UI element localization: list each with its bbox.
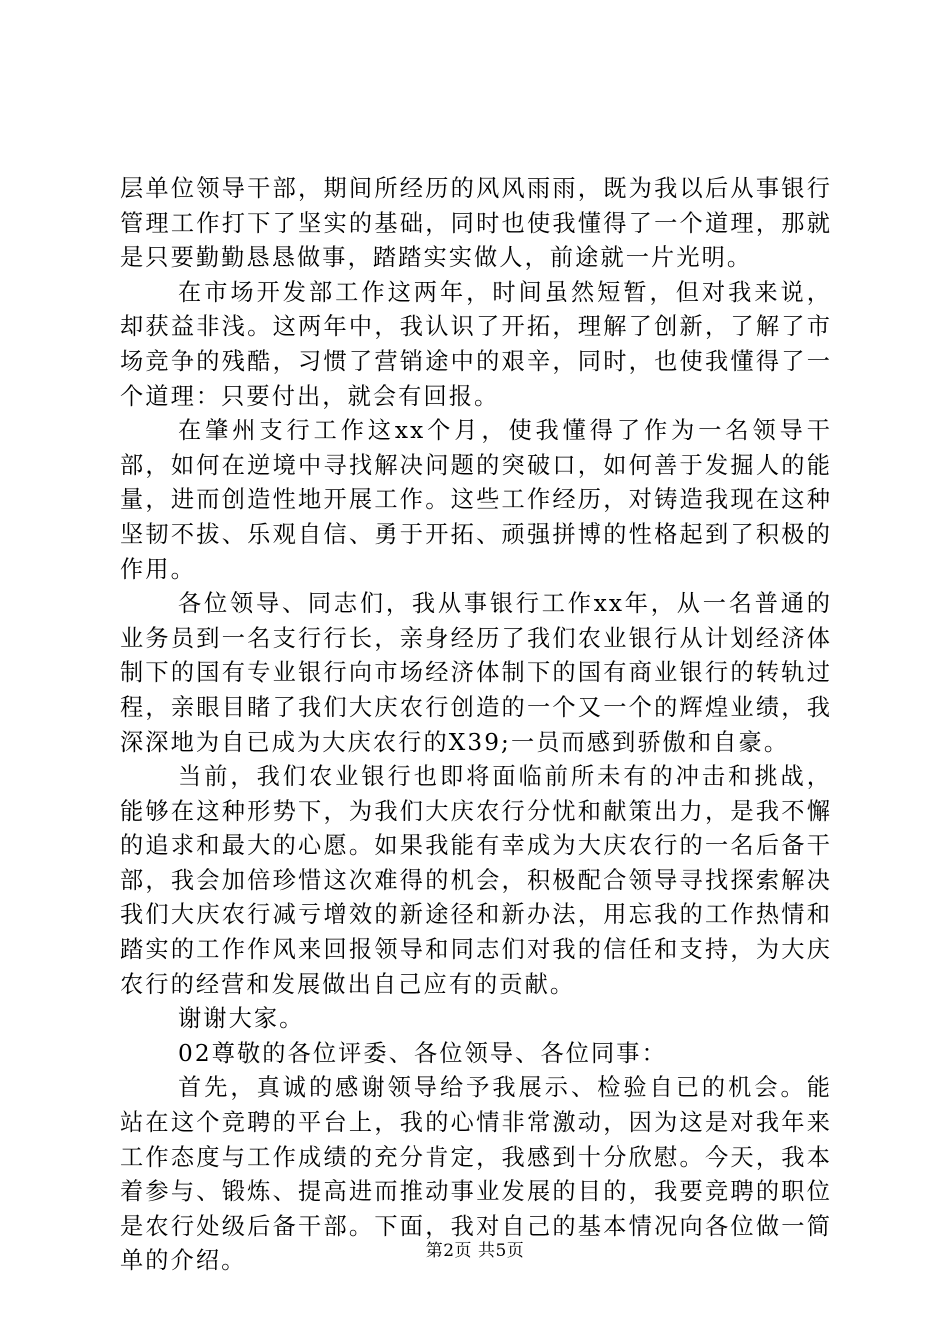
paragraph-current-challenges: 当前，我们农业银行也即将面临前所未有的冲击和挑战，能够在这种形势下，为我们大庆农行分忧和献策出力，是我不懈的追求和最大的心愿。如果我能有幸成为大庆农行的一名后备干部，我会加倍珍惜这次难得的机会，积极配合领导寻找探索解决我们大庆农行减亏增效的新途径和新办法，用忘我的工作热情和踏实的工作作风来回报领导和同志们对我的信任和支持，为大庆农行的经营和发展做出自己应有的贡献。 — [120, 763, 832, 998]
body-text — [120, 172, 832, 1279]
paragraph-banking-career: 各位领导、同志们，我从事银行工作xx年，从一名普通的业务员到一名支行行长，亲身经历了我们农业银行从计划经济体制下的国有专业银行向市场经济体制下的国有商业银行的转轨过程，亲眼目睹了我们大庆农行创造的一个又一个的辉煌业绩，我深深地为自已成为大庆农行的X39;一员而感到骄傲和自豪。 — [120, 590, 832, 756]
paragraph-thanks: 谢谢大家。 — [178, 1005, 305, 1033]
paragraph-salutation: 02尊敬的各位评委、各位领导、各位同事： — [178, 1039, 667, 1067]
paragraph-market-dept: 在市场开发部工作这两年，时间虽然短暂，但对我来说，却获益非浅。这两年中，我认识了开拓，理解了创新，了解了市场竞争的残酷，习惯了营销途中的艰辛，同时，也使我懂得了一个道理：只要付出，就会有回报。 — [120, 278, 832, 410]
paragraph-continued: 层单位领导干部，期间所经历的风风雨雨，既为我以后从事银行管理工作打下了坚实的基础，同时也使我懂得了一个道理，那就是只要勤勤恳恳做事，踏踏实实做人，前途就一片光明。 — [120, 175, 832, 272]
paragraph-zhaozhou-branch: 在肇州支行工作这xx个月，使我懂得了作为一名领导干部，如何在逆境中寻找解决问题的突破口，如何善于发掘人的能量，进而创造性地开展工作。这些工作经历，对铸造我现在这种坚韧不拔、乐观自信、勇于开拓、顽强拼博的性格起到了积极的作用。 — [120, 417, 832, 583]
paragraph-introduction: 首先，真诚的感谢领导给予我展示、检验自已的机会。能站在这个竞聘的平台上，我的心情非常激动，因为这是对我年来工作态度与工作成绩的充分肯定，我感到十分欣慰。今天，我本着参与、锻炼、提高进而推动事业发展的目的，我要竞聘的职位是农行处级后备干部。下面，我对自己的基本情况向各位做一简单的介绍。 — [120, 1074, 832, 1275]
page-number-footer: 第2页 共5页 — [425, 1241, 525, 1261]
